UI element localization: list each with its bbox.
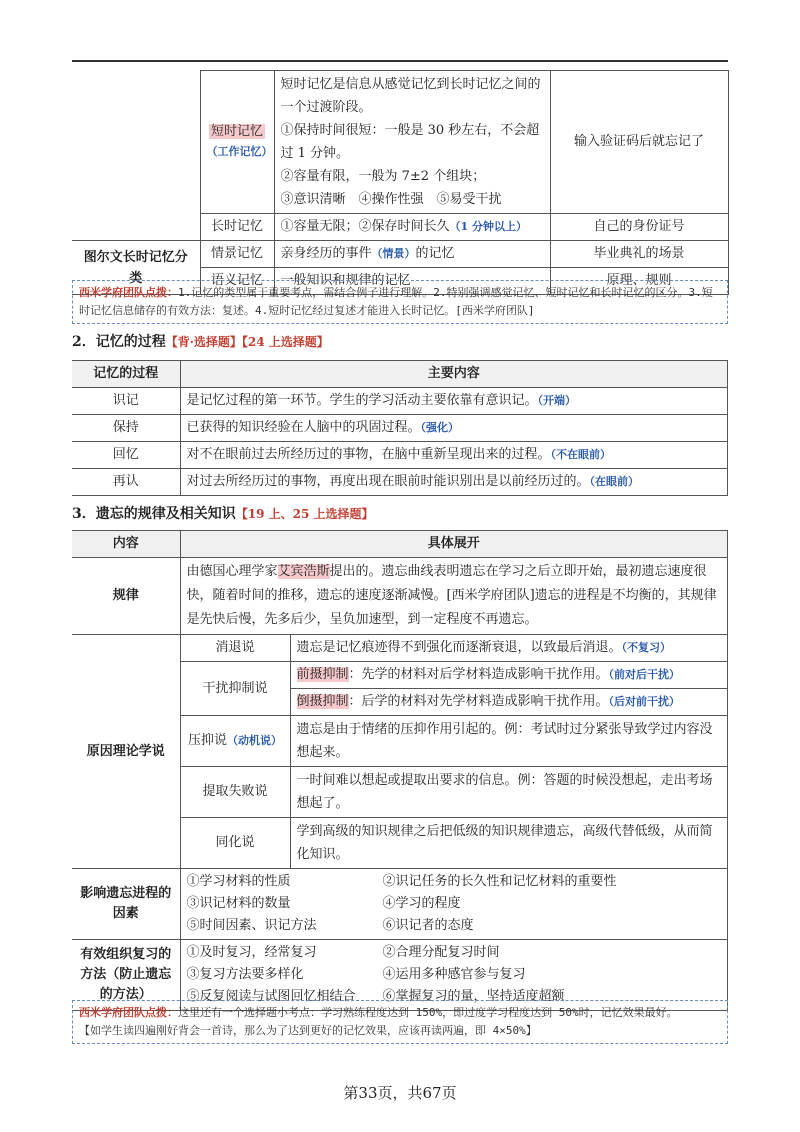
section-title: 3．遗忘的规律及相关知识 [72, 506, 236, 522]
tip-lead: 西米学府团队点拨： [79, 286, 178, 299]
desc-text: 遗忘是记忆痕迹得不到强化而逐渐衰退，以致最后消退。 [296, 640, 622, 655]
table-row [72, 635, 728, 662]
episodic-memory-desc [274, 241, 550, 268]
assimilation-theory-label: 同化说 [180, 818, 290, 869]
keyword-note: （后对前干扰） [608, 695, 681, 708]
desc-text: ：后学的材料对先学材料造成影响干扰作用。 [348, 694, 609, 709]
tip-box-2 [72, 1000, 728, 1044]
table-row [72, 71, 728, 214]
blank-cell [72, 214, 200, 241]
memory-process-table [72, 360, 728, 496]
assimilation-theory-desc: 学到高级的知识规律之后把低级的知识规律遗忘，高级代替低级，从而简化知识。 [290, 818, 728, 869]
list-item: ⑤时间因素、识记方法 [186, 918, 317, 933]
retrieval-failure-desc: 一时间难以想起或提取出要求的信息。例：答题的时候没想起，走出考场想起了。 [290, 767, 728, 818]
long-term-memory-desc [274, 214, 550, 241]
col-header: 主要内容 [180, 361, 728, 388]
law-label: 规律 [72, 558, 180, 635]
short-term-memory-label: 短时记忆 [210, 124, 263, 139]
table-row [72, 469, 728, 496]
section-title: 2．记忆的过程 [72, 334, 166, 350]
semantic-memory-example: 原理、规则 [550, 268, 728, 295]
factors-label: 影响遗忘进程的因素 [72, 869, 180, 940]
desc-text: 已获得的知识经验在人脑中的巩固过程。 [186, 420, 421, 435]
proactive-highlight: 前摄抑制 [296, 667, 349, 682]
desc-text: 由德国心理学家 [186, 564, 278, 579]
tip-text-2: 【如学生读四遍刚好背会一首诗，那么为了达到更好的记忆效果，应该再读两遍，即 4×50%】 [79, 1024, 537, 1037]
page-number: 第33页，共67页 [343, 1084, 457, 1102]
interference-theory-label: 干扰抑制说 [180, 662, 290, 716]
list-item: ⑤反复阅读与试图回忆相结合 [186, 989, 356, 1004]
keyword-note: （动机说） [227, 734, 282, 747]
keyword-note: （不复习） [621, 641, 672, 654]
desc-text: 对不在眼前过去所经历过的事物，在脑中重新呈现出来的过程。 [186, 447, 551, 462]
list-item: ①学习材料的性质 [186, 874, 291, 889]
blank-cell [72, 71, 200, 214]
memory-process-table-wrap [72, 360, 728, 496]
list-item: ④运用多种感官参与复习 [382, 967, 526, 982]
table-header-row [72, 361, 728, 388]
tip-box-1 [72, 280, 728, 324]
long-term-memory-example: 自己的身份证号 [550, 214, 728, 241]
proactive-inhibition-desc [290, 662, 728, 689]
decay-theory-desc [290, 635, 728, 662]
list-item: ⑥掌握复习的量，坚持适度超额 [382, 989, 565, 1004]
tip-lead: 西米学府团队点拨： [79, 1006, 178, 1019]
desc-line: ①保持时间很短：一般是 30 秒左右，不会超过 1 分钟。 [280, 123, 540, 161]
col-header: 具体展开 [180, 531, 728, 558]
table-row [72, 442, 728, 469]
header-rule [72, 60, 728, 62]
desc-text: 的记忆 [415, 246, 455, 261]
table-row [72, 869, 728, 940]
retrieval-failure-label: 提取失败说 [180, 767, 290, 818]
keyword-note: （强化） [420, 421, 460, 434]
factors-grid [187, 871, 722, 937]
repression-theory-label [180, 716, 290, 767]
list-item: ④学习的程度 [382, 896, 461, 911]
factors-list [180, 869, 728, 940]
keyword-note: （1 分钟以上） [449, 220, 527, 233]
process-desc [180, 388, 728, 415]
process-name: 识记 [72, 388, 180, 415]
desc-text: 是记忆过程的第一环节。学生的学习活动主要依靠有意识记。 [186, 393, 538, 408]
process-desc [180, 469, 728, 496]
col-header: 内容 [72, 531, 180, 558]
decay-theory-label: 消退说 [180, 635, 290, 662]
desc-text: 提出的。遗忘曲线表明遗忘在学习之后立即开始，最初遗忘速度很快，随着时间的推移，遗忘的速度逐渐减慢。[西米学府团队]遗忘的进程是不均衡的，其规律是先快后慢，先多后少，呈负加速型，到一定程度不再遗忘。 [186, 564, 717, 627]
table-header-row [72, 531, 728, 558]
methods-label: 有效组织复习的方法（防止遗忘的方法） [72, 940, 180, 1011]
desc-text: ①容量无限；②保存时间长久 [280, 219, 450, 234]
section-tag: 【19 上、25 上选择题】 [235, 507, 374, 521]
retroactive-inhibition-desc [290, 689, 728, 716]
table-row [72, 415, 728, 442]
short-term-memory-example: 输入验证码后就忘记了 [550, 71, 728, 214]
tulving-classification-label: 图尔文长时记忆分类 [72, 241, 200, 295]
keyword-note: （前对后干扰） [608, 668, 681, 681]
desc-line: 短时记忆是信息从感觉记忆到长时记忆之间的一个过渡阶段。 [280, 77, 541, 115]
list-item: ③复习方法要多样化 [186, 967, 304, 982]
process-name: 回忆 [72, 442, 180, 469]
desc-line: ②容量有限，一般为 7±2 个组块； [280, 169, 486, 184]
working-memory-note: （工作记忆） [206, 145, 273, 158]
keyword-note: （情景） [371, 247, 416, 260]
repression-theory-desc: 遗忘是由于情绪的压抑作用引起的。例：考试时过分紧张导致学过内容没想起来。 [290, 716, 728, 767]
theory-label: 原因理论学说 [72, 635, 180, 869]
semantic-memory-label: 语义记忆 [200, 268, 274, 295]
process-name: 再认 [72, 469, 180, 496]
section-2-heading [72, 332, 728, 352]
retroactive-highlight: 倒摄抑制 [296, 694, 349, 709]
table-row [72, 241, 728, 268]
episodic-memory-example: 毕业典礼的场景 [550, 241, 728, 268]
list-item: ⑥识记者的态度 [382, 918, 474, 933]
methods-grid [187, 942, 722, 1008]
law-desc [180, 558, 728, 635]
process-desc [180, 442, 728, 469]
list-item: ②识记任务的长久性和记忆材料的重要性 [382, 874, 617, 889]
semantic-memory-desc: 一般知识和规律的记忆 [274, 268, 550, 295]
keyword-note: （不在眼前） [550, 448, 612, 461]
list-item: ①及时复习，经常复习 [186, 945, 317, 960]
forgetting-table-wrap [72, 530, 728, 1011]
section-tag: 【背·选择题】【24 上选择题】 [165, 335, 329, 349]
section-3-heading [72, 504, 728, 524]
tip-text: 1.记忆的类型属于重要考点，需结合例子进行理解。2.特别强调感觉记忆、短时记忆和长时记忆的区分。3.短时记忆信息储存的有效方法：复述。4.短时记忆经过复述才能进入长时记忆。[西米学府团队] [79, 286, 713, 317]
col-header: 记忆的过程 [72, 361, 180, 388]
episodic-memory-label: 情景记忆 [200, 241, 274, 268]
ebbinghaus-highlight: 艾宾浩斯 [277, 564, 330, 579]
forgetting-table [72, 530, 728, 1011]
table-row [72, 214, 728, 241]
tip-text: 这里还有一个选择题小考点：学习熟练程度达到 150%，即过度学习程度达到 50%时，记忆效果最好。 [178, 1006, 678, 1019]
table-row [72, 388, 728, 415]
memory-types-table [72, 70, 729, 295]
process-desc [180, 415, 728, 442]
table-row [72, 558, 728, 635]
desc-text: 亲身经历的事件 [280, 246, 372, 261]
keyword-note: （在眼前） [589, 475, 640, 488]
list-item: ③识记材料的数量 [186, 896, 291, 911]
short-term-memory-desc [274, 71, 550, 214]
keyword-note: （开端） [537, 394, 577, 407]
memory-types-table-wrap [72, 70, 728, 295]
long-term-memory-label: 长时记忆 [200, 214, 274, 241]
desc-text: 对过去所经历过的事物，再度出现在眼前时能识别出是以前经历过的。 [186, 474, 590, 489]
desc-text: ：先学的材料对后学材料造成影响干扰作用。 [348, 667, 609, 682]
short-term-memory-cell [200, 71, 274, 214]
list-item: ②合理分配复习时间 [382, 945, 500, 960]
label-text: 压抑说 [187, 733, 227, 748]
process-name: 保持 [72, 415, 180, 442]
desc-line: ③意识清晰 ④操作性强 ⑤易受干扰 [280, 192, 502, 207]
